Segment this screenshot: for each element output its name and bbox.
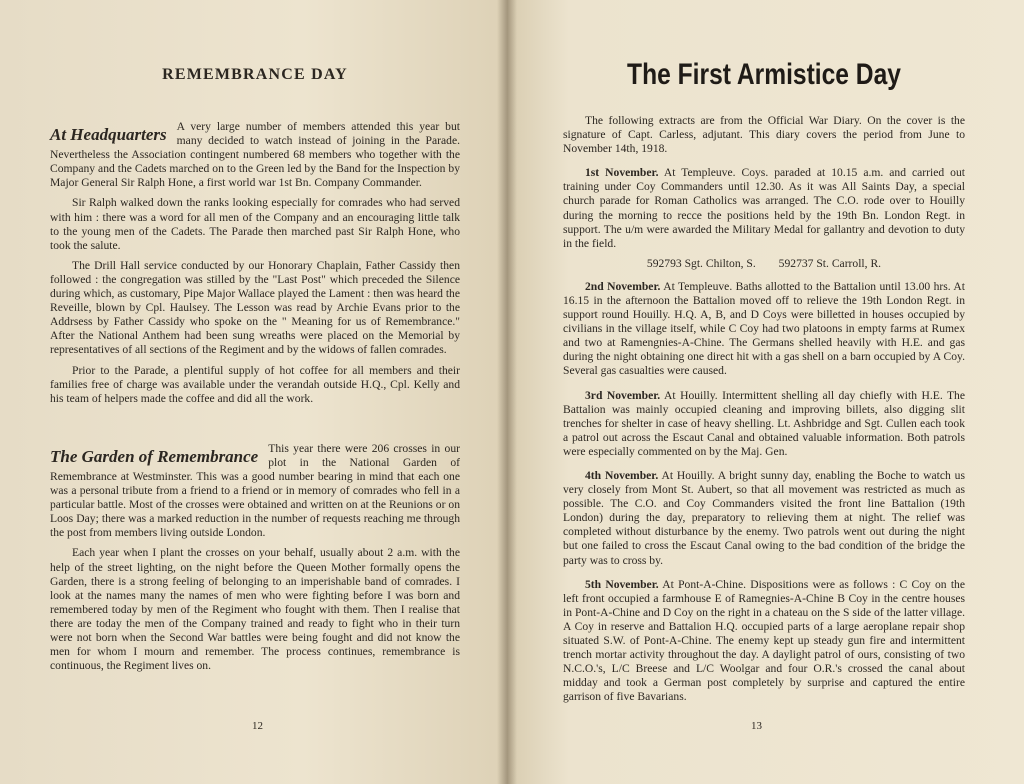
diary-entry [563,166,965,270]
entry-date: 3rd November. [585,388,661,402]
section-heading: The Garden of Remembrance [50,446,259,466]
paragraph: This year there were 206 crosses in our plot in the National Garden of Remembrance at Westminster. This was a good number bearing in mind that each one was a personal tribute from a friend to a friend or in memory of comrades who fell in a particular battle. Most of the crosses were obtained and written on at the Reunions or on Loos Day; there was a marked reduction in the number of requests reaching me through the post from members living outside London. [50,441,460,540]
awardees [563,257,965,270]
entry-date: 4th November. [585,468,659,482]
entry-text: At Houilly. Intermittent shelling all day chiefly with H.E. The Battalion was mainly occupied cleaning and improving billets, also digging slit trenches for shelter in case of heavy shelling. Lt. Ashbridge and Sgt. Cullen each took a patrol out across the Escaut Canal and obtained valuable information. Both patrols were especially commented on by the Maj. Gen. [563,388,965,458]
entry-date: 5th November. [585,577,659,591]
page-number: 13 [751,720,762,732]
page-title-left: REMEMBRANCE DAY [162,66,348,83]
diary-entry [563,578,965,705]
awardee: 592737 St. Carroll, R. [778,256,882,270]
entry-text: At Pont-A-Chine. Dispositions were as follows : C Coy on the left front occupied a farmhouse E of Ramegnies-A-Chine B Coy in the centre houses in Pont-A-Chine and D Coy on the right in a chateau on the S side of the latter village. A Coy in reserve and Battalion H.Q. occupied parts of a large aeroplane repair shop situated S.W. of Pont-A-Chine. The enemy kept up steady gun fire and intermittent trench mortar activity throughout the day. A daylight patrol of ours, consisting of two N.C.O.'s, L/C Breese and L/C Woolgar and four O.R.'s crossed the canal about midday and took a German post completely by surprise and captured the entire garrison of five Bavarians. [563,577,965,704]
book-gutter [497,0,517,784]
diary-entry [563,469,965,568]
paragraph: Sir Ralph walked down the ranks looking especially for comrades who had served with him : there was a word for all men of the Company and an encouraging little talk to the young men of the Cadets. The Parade then marched past Sir Ralph Hone, who took the salute. [50,196,460,252]
paragraph: Each year when I plant the crosses on your behalf, usually about 2 a.m. with the help of the street lighting, on the night before the Queen Mother formally opens the Garden, there is a strong feeling of belonging to an imperishable band of comrades. I look at the names many the names of men who were fighting before I was born and remembered today by men of the Regiment who fought with them. Then I realise that there are today the men of the Company trained and ready to fight who in their turn were not born when the Second War battles were being fought and did not know the men for whom I mourn and remember. The process continues, remembrance is continuous, the Regiment lives on. [50,546,460,673]
entry-text: At Templeuve. Baths allotted to the Battalion until 13.00 hrs. At 16.15 in the afternoon the Battalion moved off to relieve the 19th London Regt. in support round Houilly. H.Q. A, B, and D Coys were billetted in houses occupied by civilians in the village itself, while C Coy had two platoons in empty farms at Rumex and two at Ramengnies-A-Chine. The Germans shelled heavily with H.E. and gas during the night obtaining one direct hit with a gas shell on a barn occupied by A Coy. Several gas casualties were caused. [563,279,965,378]
diary-entry [563,280,965,379]
section-heading: At Headquarters [50,125,167,144]
paragraph: Prior to the Parade, a plentiful supply of hot coffee for all members and their families free of charge was available under the verandah outside H.Q., Cpl. Kelly and his team of helpers made the coffee and did all the work. [50,363,460,405]
section-at-headquarters [50,120,460,406]
page-number: 12 [252,720,263,732]
left-page [0,0,507,784]
section-garden-of-remembrance [50,442,460,674]
entry-text: At Templeuve. Coys. paraded at 10.15 a.m. and carried out training under Coy Commanders until 12.30. As it was All Saints Day, a special church parade for Roman Catholics was arranged. The C.O. rode over to Houilly during the morning to recce the positions held by the 19th Bn. London Regt. in support. The u/m were awarded the Military Medal for gallantry and devotion to duty in the field. [563,166,965,250]
awardee: 592793 Sgt. Chilton, S. [646,256,756,270]
paragraph: The Drill Hall service conducted by our Honorary Chaplain, Father Cassidy then followed : the congregation was stilled by the "Last Post" which preceded the Silence during which, as customary, Pipe Major Wallace played the Lament : then was heard the Reveille, blown by Cpl. Haulsey. The Lesson was read by Archie Evans prior to the Addrsess by Father Cassidy who spoke on the " Meaning for us of Remembrance." After the National Anthem had been sung wreaths were placed on the Memorial by representatives of all sections of the Regiment and by the widows of fallen comrades. [50,258,460,357]
page-title-right: The First Armistice Day [627,58,901,91]
paragraph: A very large number of members attended this year but many decided to watch instead of joining in the Parade. Nevertheless the Association contingent numbered 68 members who together with the Company and the Cadets marched on to the Green led by the Band for the Inspection by Major General Sir Ralph Hone, a first world war 1st Bn. Company Commander. [50,120,460,190]
entry-text: At Houilly. A bright sunny day, enabling the Boche to watch us very closely from Mont St. Aubert, so that all movement was restricted as much as possible. The C.O. and Coy Commanders visited the front line Battalion (19th London) during the day, preparatory to relieving them at night. The relief was completed without disturbance by the enemy. Two patrols went out during the night but one failed to cross the Escaut Canal owing to the bad condition of the bridge the party was to cross by. [563,468,965,567]
entry-date: 2nd November. [585,279,661,293]
diary-entry [563,389,965,459]
right-page [507,0,1024,784]
entry-date: 1st November. [585,166,659,180]
intro-paragraph: The following extracts are from the Official War Diary. On the cover is the signature of Capt. Carless, adjutant. This diary covers the period from June to November 14th, 1918. [563,114,965,156]
